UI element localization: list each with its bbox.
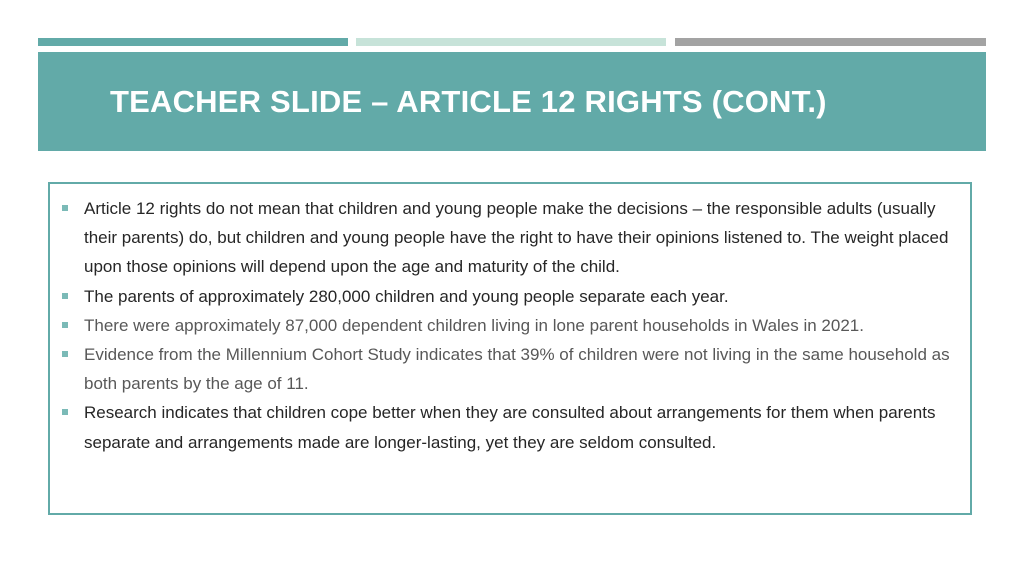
bullet-text: Research indicates that children cope better when they are consulted about arrangements for them when parents separate and arrangements made are longer-lasting, yet they are seldom consulted. <box>84 403 936 452</box>
title-band <box>38 52 986 151</box>
square-bullet-icon <box>62 351 68 357</box>
accent-bar-teal <box>38 38 348 46</box>
list-item <box>60 340 970 398</box>
list-item <box>60 282 970 311</box>
list-item <box>60 398 970 456</box>
square-bullet-icon <box>62 293 68 299</box>
bullet-list <box>60 194 970 457</box>
accent-bar-gray <box>675 38 986 46</box>
bullet-text: Evidence from the Millennium Cohort Study indicates that 39% of children were not living in the same household as both parents by the age of 11. <box>84 345 950 394</box>
bullet-text: Article 12 rights do not mean that children and young people make the decisions – the responsible adults (usually their parents) do, but children and young people have the right to have their opinions listened to. The weight placed upon those opinions will depend upon the age and maturity of the child. <box>84 199 949 277</box>
list-item <box>60 194 970 282</box>
slide-title: TEACHER SLIDE – ARTICLE 12 RIGHTS (CONT.) <box>110 83 827 119</box>
bullet-text: The parents of approximately 280,000 children and young people separate each year. <box>84 286 729 306</box>
square-bullet-icon <box>62 322 68 328</box>
accent-bar-mint <box>356 38 666 46</box>
square-bullet-icon <box>62 409 68 415</box>
list-item <box>60 311 970 340</box>
content-box <box>48 182 972 515</box>
square-bullet-icon <box>62 205 68 211</box>
bullet-text: There were approximately 87,000 dependent children living in lone parent households in Wales in 2021. <box>84 315 864 335</box>
